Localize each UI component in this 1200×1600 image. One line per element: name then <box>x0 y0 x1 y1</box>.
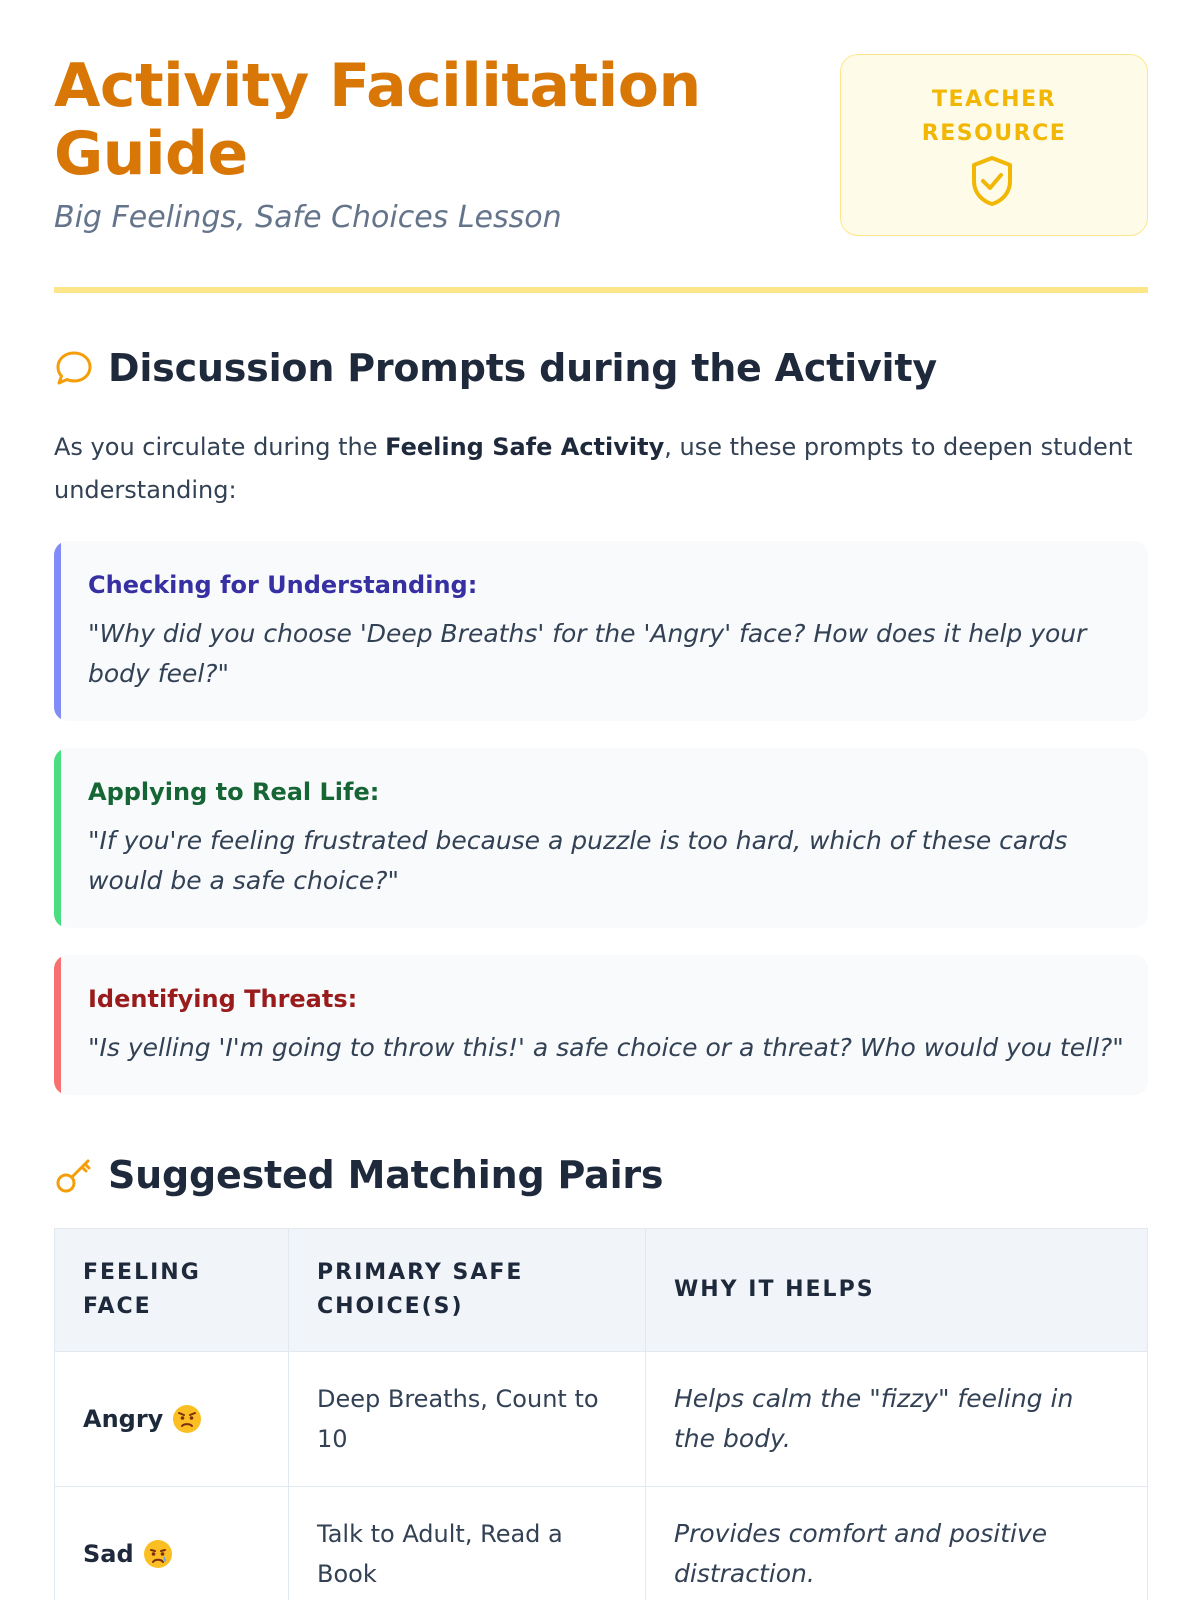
page-subtitle: Big Feelings, Safe Choices Lesson <box>54 200 562 235</box>
table-header-row <box>55 1229 1147 1351</box>
column-header-feeling: FEELING FACE <box>83 1260 201 1319</box>
page-title: Activity Facilitation Guide <box>54 51 701 189</box>
crying-face-icon <box>142 1538 174 1570</box>
badge-label <box>841 83 1147 151</box>
prompt-card-understanding <box>54 541 1148 721</box>
guide-page <box>54 0 1148 1588</box>
feeling-cell <box>55 1352 288 1486</box>
pairs-section-heading <box>54 1153 663 1197</box>
teacher-resource-badge <box>840 54 1148 236</box>
discussion-intro <box>54 426 1148 512</box>
matching-pairs-table <box>54 1228 1148 1600</box>
badge-label-line2: RESOURCE <box>921 121 1067 146</box>
prompt-label: Applying to Real Life: <box>88 778 380 806</box>
prompt-card-real-life <box>54 748 1148 928</box>
intro-text-end: , use these prompts to deepen student understanding: <box>54 433 1133 504</box>
feeling-cell <box>55 1487 288 1600</box>
table-row <box>55 1351 1147 1486</box>
feeling-name: Sad <box>83 1540 134 1568</box>
table-row <box>55 1486 1147 1600</box>
prompt-accent-bar <box>54 541 61 721</box>
discussion-heading: Discussion Prompts during the Activity <box>108 346 937 390</box>
intro-text-start: As you circulate during the <box>54 433 386 461</box>
choices-cell: Deep Breaths, Count to 10 <box>288 1352 645 1486</box>
why-cell: Helps calm the "fizzy" feeling in the body. <box>645 1352 1147 1486</box>
prompt-card-threats <box>54 955 1148 1095</box>
header <box>54 0 1148 295</box>
shield-check-icon <box>970 155 1014 207</box>
column-header-why: WHY IT HELPS <box>645 1229 1147 1351</box>
angry-face-icon <box>171 1403 203 1435</box>
why-cell: Provides comfort and positive distraction. <box>645 1487 1147 1600</box>
intro-activity-name: Feeling Safe Activity <box>385 433 665 461</box>
speech-bubble-icon <box>54 348 94 388</box>
prompt-quote: "Is yelling 'I'm going to throw this!' a safe choice or a threat? Who would you tell?" <box>88 1033 1124 1062</box>
header-divider <box>54 287 1148 293</box>
badge-label-line1: TEACHER <box>931 87 1057 112</box>
key-icon <box>54 1155 94 1195</box>
prompt-label: Identifying Threats: <box>88 985 358 1013</box>
prompt-label: Checking for Understanding: <box>88 571 478 599</box>
column-header-choices: PRIMARY SAFE CHOICE(S) <box>288 1229 645 1351</box>
prompt-quote: "Why did you choose 'Deep Breaths' for the 'Angry' face? How does it help your body feel?" <box>88 619 1087 688</box>
choices-cell: Talk to Adult, Read a Book <box>288 1487 645 1600</box>
prompt-accent-bar <box>54 748 61 928</box>
pairs-heading: Suggested Matching Pairs <box>108 1153 664 1197</box>
feeling-name: Angry <box>83 1405 164 1433</box>
discussion-section-heading <box>54 346 937 390</box>
prompt-quote: "If you're feeling frustrated because a puzzle is too hard, which of these cards would be a safe choice?" <box>88 826 1068 895</box>
prompt-accent-bar <box>54 955 61 1095</box>
